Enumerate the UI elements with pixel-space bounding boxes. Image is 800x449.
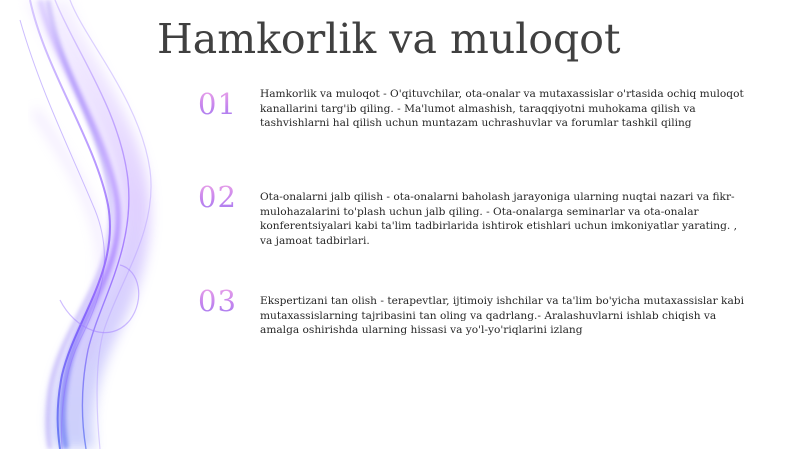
item-text-03: Ekspertizani tan olish - terapevtlar, ijtimoiy ishchilar va ta'lim bo'yicha mutaxassislar kabi mutaxassislarning tajribasini tan oling va qadrlang.- Aralashuvlarni ishlab chiqish va amalga oshirishda ularning hissasi va yo'l-yo'riqlarini izlang (260, 295, 744, 337)
slide-title: Hamkorlik va muloqot (157, 15, 621, 63)
item-text-01: Hamkorlik va muloqot - O'qituvchilar, ota-onalar va mutaxassislar o'rtasida ochiq muloqot kanallarini targ'ib qiling. - Ma'lumot almashish, taraqqiyotni muhokama qilish va tashvishlarni hal qilish uchun muntazam uchrashuvlar va forumlar tashkil qiling (260, 88, 744, 130)
item-number-02: 02 (198, 179, 248, 215)
item-number-03: 03 (198, 283, 248, 319)
item-text-02: Ota-onalarni jalb qilish - ota-onalarni baholash jarayoniga ularning nuqtai nazari va fikr-mulohazalarini to'plash uchun jalb qiling. - Ota-onalarga seminarlar va ota-onalar konferentsiyalari kabi ta'lim tadbirlarida ishtirok etishlari uchun imkoniyatlar yarating. , va jamoat tadbirlari. (260, 191, 738, 248)
item-number-01: 01 (198, 86, 248, 122)
